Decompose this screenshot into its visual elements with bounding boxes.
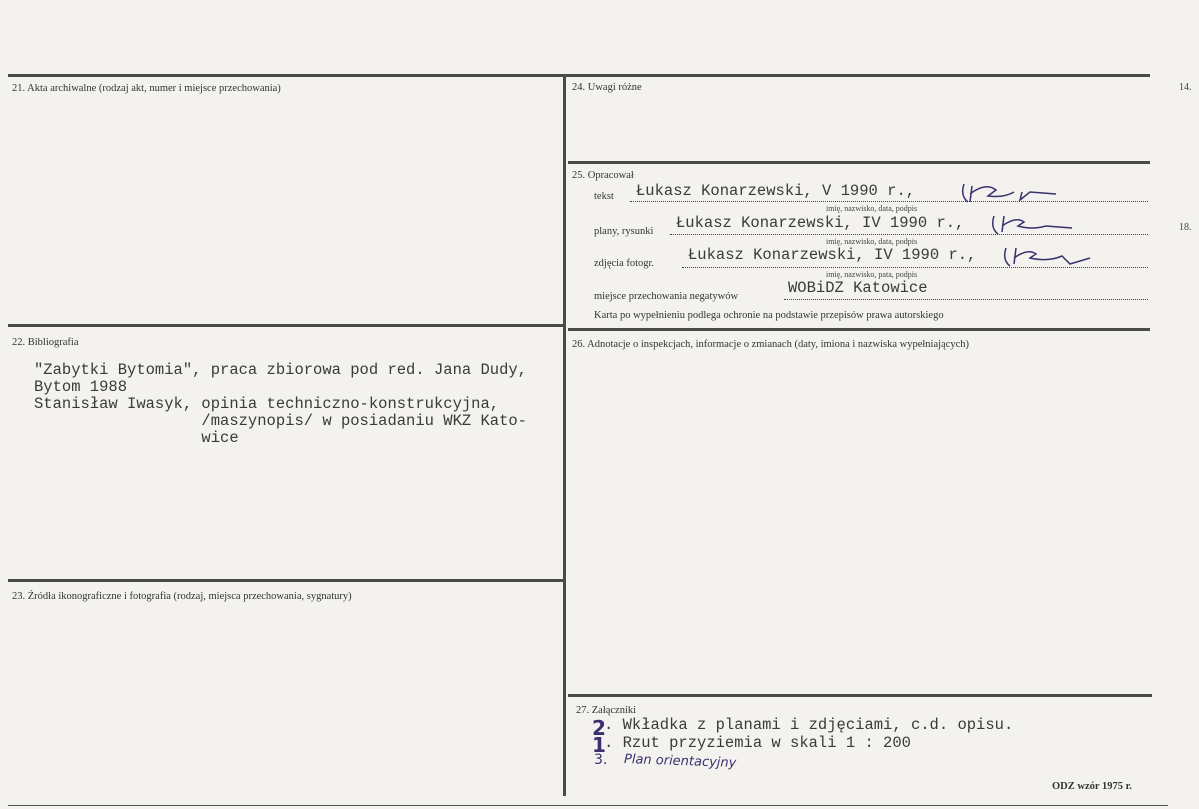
signature-2-icon [988, 212, 1078, 238]
tekst-label: tekst [594, 191, 614, 202]
bibliography-line-2: Bytom 1988 [34, 378, 128, 396]
rule-26-27 [568, 694, 1152, 697]
section-27-label: 27. Załączniki [576, 705, 637, 716]
attachment-number: 1 [592, 733, 606, 757]
tekst-caption: imię, nazwisko, data, podpis [826, 204, 918, 213]
edge-number-14: 14. [1179, 82, 1192, 93]
section-22-label: 22. Bibliografia [12, 337, 79, 348]
attachment-number: 2 [592, 716, 606, 740]
negatywy-dotted-line [784, 299, 1148, 300]
edge-number-18: 18. [1179, 222, 1192, 233]
attachment-text: Plan orientacyjny [623, 752, 737, 771]
rule-25-26 [568, 328, 1150, 331]
form-version-footer: ODZ wzór 1975 r. [1052, 781, 1132, 792]
tekst-dotted-line [630, 201, 1148, 202]
rule-21-22 [8, 324, 564, 327]
attachment-number: 3. [594, 752, 608, 768]
attachment-text: . Rzut przyziemia w skali 1 : 200 [604, 734, 911, 752]
signature-3-icon [1000, 244, 1096, 270]
zdjecia-value: Łukasz Konarzewski, IV 1990 r., [688, 246, 977, 264]
section-26-label: 26. Adnotacje o inspekcjach, informacje o zmianach (daty, imiona i nazwiska wypełniających) [572, 339, 970, 350]
section-24-label: 24. Uwagi różne [572, 82, 642, 93]
rule-22-23 [8, 579, 564, 582]
zdjecia-caption: imię, nazwisko, pata, podpis [826, 270, 918, 279]
center-divider [563, 74, 566, 796]
section-23-label: 23. Źródła ikonograficzne i fotografia (rodzaj, miejsca przechowania, sygnatury) [12, 591, 352, 602]
plany-label: plany, rysunki [594, 226, 654, 237]
top-rule [8, 74, 1150, 77]
bibliography-line-4: /maszynopis/ w posiadaniu WKZ Kato- [34, 412, 527, 430]
plany-value: Łukasz Konarzewski, IV 1990 r., [676, 214, 965, 232]
zdjecia-label: zdjęcia fotogr. [594, 258, 655, 269]
bibliography-line-3: Stanisław Iwasyk, opinia techniczno-konstrukcyjna, [34, 395, 500, 413]
section-25-label: 25. Opracował [572, 170, 634, 181]
plany-caption: imię, nazwisko, data, podpis [826, 237, 918, 246]
section-21-label: 21. Akta archiwalne (rodzaj akt, numer i miejsce przechowania) [12, 83, 281, 94]
bibliography-line-5: wice [34, 429, 239, 447]
tekst-value: Łukasz Konarzewski, V 1990 r., [636, 182, 916, 200]
negatywy-value: WOBiDZ Katowice [788, 279, 928, 297]
rule-24-25 [568, 161, 1150, 164]
bibliography-line-1: "Zabytki Bytomia", praca zbiorowa pod red. Jana Dudy, [34, 361, 527, 379]
signature-1-icon [956, 178, 1066, 208]
bottom-rule [8, 805, 1168, 806]
attachment-text: . Wkładka z planami i zdjęciami, c.d. opisu. [604, 716, 1014, 734]
copyright-note: Karta po wypełnieniu podlega ochronie na podstawie przepisów prawa autorskiego [594, 310, 944, 321]
negatywy-label: miejsce przechowania negatywów [594, 291, 739, 302]
